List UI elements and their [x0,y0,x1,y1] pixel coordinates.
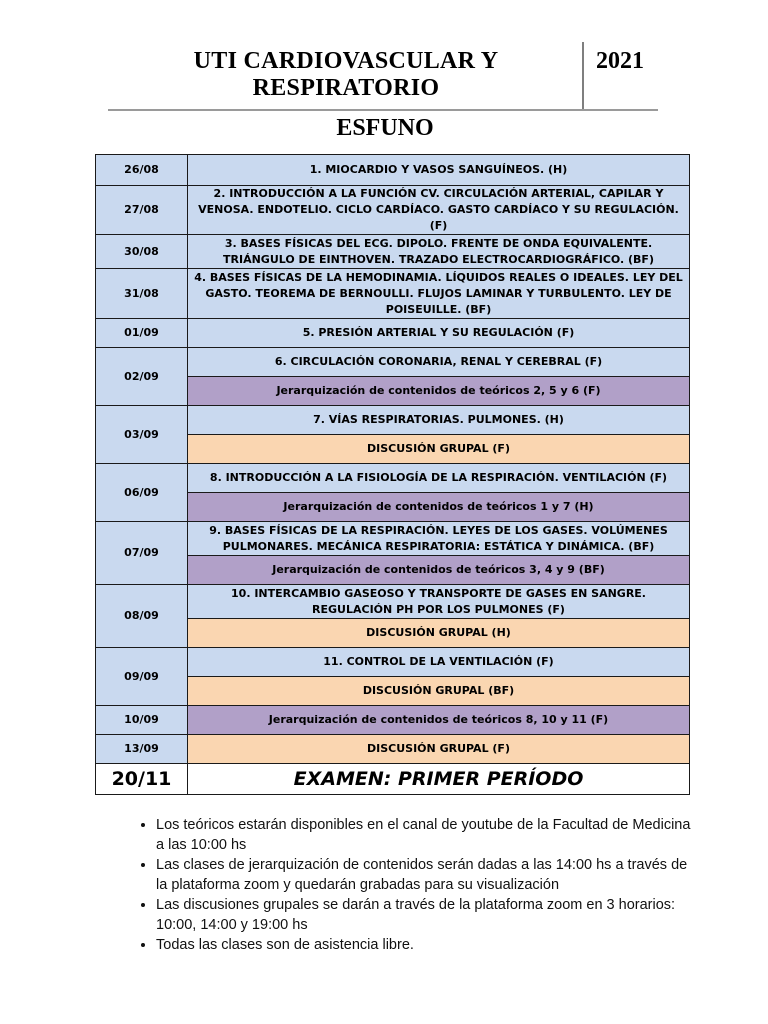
lecture-cell: 2. INTRODUCCIÓN A LA FUNCIÓN CV. CIRCULACIÓN ARTERIAL, CAPILAR Y VENOSA. ENDOTELIO. CICLO CARDÍACO. GASTO CARDÍACO Y SU REGULACIÓN. (F) [188,186,690,235]
date-cell: 26/08 [96,155,188,186]
lecture-cell: 5. PRESIÓN ARTERIAL Y SU REGULACIÓN (F) [188,319,690,348]
group-discussion-cell: DISCUSIÓN GRUPAL (BF) [188,677,690,706]
year-label: 2021 [596,48,644,74]
exam-row [96,764,690,795]
schedule-table [95,154,690,795]
lecture-cell: 8. INTRODUCCIÓN A LA FISIOLOGÍA DE LA RESPIRACIÓN. VENTILACIÓN (F) [188,464,690,493]
table-row [96,522,690,556]
date-cell: 10/09 [96,706,188,735]
lecture-cell: 4. BASES FÍSICAS DE LA HEMODINAMIA. LÍQUIDOS REALES O IDEALES. LEY DEL GASTO. TEOREMA DE BERNOULLI. FLUJOS LAMINAR Y TURBULENTO. LEY DE POISEUILLE. (BF) [188,269,690,319]
table-row [96,155,690,186]
lecture-cell: 10. INTERCAMBIO GASEOSO Y TRANSPORTE DE GASES EN SANGRE. REGULACIÓN PH POR LOS PULMONES (F) [188,585,690,619]
table-row [96,348,690,377]
group-discussion-cell: DISCUSIÓN GRUPAL (F) [188,735,690,764]
notes-list [128,815,696,955]
table-row [96,406,690,435]
date-cell: 01/09 [96,319,188,348]
table-row [96,235,690,269]
list-item: • Todas las clases son de asistencia libre. [156,935,696,955]
hierarchy-session-cell: Jerarquización de contenidos de teóricos 2, 5 y 6 (F) [188,377,690,406]
lecture-cell: 11. CONTROL DE LA VENTILACIÓN (F) [188,648,690,677]
hierarchy-session-cell: Jerarquización de contenidos de teóricos 1 y 7 (H) [188,493,690,522]
hierarchy-session-cell: Jerarquización de contenidos de teóricos 3, 4 y 9 (BF) [188,556,690,585]
date-cell: 02/09 [96,348,188,406]
date-cell: 03/09 [96,406,188,464]
group-discussion-cell: DISCUSIÓN GRUPAL (F) [188,435,690,464]
header-divider-horizontal [108,109,658,111]
list-item: • Los teóricos estarán disponibles en el canal de youtube de la Facultad de Medicina a las 10:00 hs [156,815,696,855]
date-cell: 08/09 [96,585,188,648]
table-row [96,464,690,493]
lecture-cell: 7. VÍAS RESPIRATORIAS. PULMONES. (H) [188,406,690,435]
document-title [110,48,582,102]
date-cell: 27/08 [96,186,188,235]
lecture-cell: 6. CIRCULACIÓN CORONARIA, RENAL Y CEREBRAL (F) [188,348,690,377]
exam-cell: EXAMEN: PRIMER PERÍODO [188,764,690,795]
lecture-cell: 3. BASES FÍSICAS DEL ECG. DIPOLO. FRENTE DE ONDA EQUIVALENTE. TRIÁNGULO DE EINTHOVEN. TRAZADO ELECTROCARDIOGRÁFICO. (BF) [188,235,690,269]
title-line-1: UTI CARDIOVASCULAR Y [193,48,499,74]
date-cell: 07/09 [96,522,188,585]
date-cell: 09/09 [96,648,188,706]
table-row [96,186,690,235]
table-row [96,585,690,619]
group-discussion-cell: DISCUSIÓN GRUPAL (H) [188,619,690,648]
title-line-2: RESPIRATORIO [252,75,440,101]
table-row [96,706,690,735]
table-row [96,648,690,677]
date-cell: 31/08 [96,269,188,319]
table-row [96,319,690,348]
list-item: • Las clases de jerarquización de contenidos serán dadas a las 14:00 hs a través de la plataforma zoom y quedarán grabadas para su visualización [156,855,696,895]
list-item: • Las discusiones grupales se darán a través de la plataforma zoom en 3 horarios: 10:00, 14:00 y 19:00 hs [156,895,696,935]
table-row [96,735,690,764]
table-row [96,269,690,319]
date-cell: 30/08 [96,235,188,269]
hierarchy-session-cell: Jerarquización de contenidos de teóricos 8, 10 y 11 (F) [188,706,690,735]
lecture-cell: 1. MIOCARDIO Y VASOS SANGUÍNEOS. (H) [188,155,690,186]
date-cell: 06/09 [96,464,188,522]
date-cell: 13/09 [96,735,188,764]
course-subtitle: ESFUNO [336,115,434,141]
lecture-cell: 9. BASES FÍSICAS DE LA RESPIRACIÓN. LEYES DE LOS GASES. VOLÚMENES PULMONARES. MECÁNICA RESPIRATORIA: ESTÁTICA Y DINÁMICA. (BF) [188,522,690,556]
exam-date-cell: 20/11 [96,764,188,795]
